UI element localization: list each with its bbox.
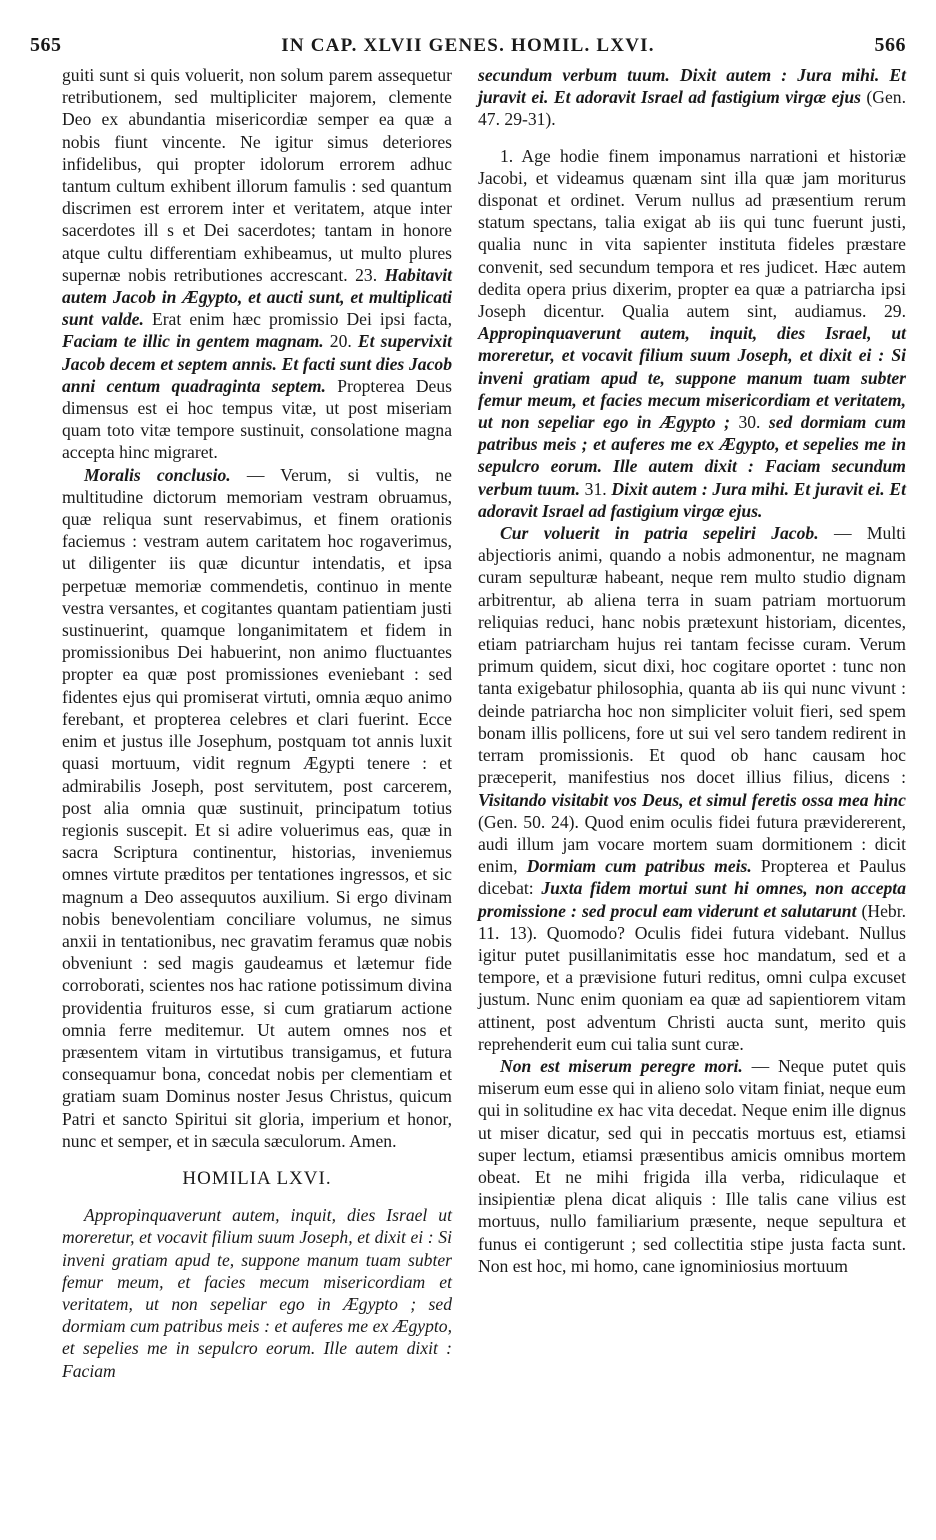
scripture-quote: secundum verbum tuum. Dixit autem : Jura mihi. Et juravit ei. Et adoravit Israel ad fastigium virgæ ejus bbox=[478, 65, 906, 108]
scripture-quote: Visitando visitabit vos Deus, et simul feretis ossa mea hinc bbox=[478, 789, 906, 810]
scripture-quote: Dixit autem : Jura mihi. Et juravit ei. Et adoravit Israel ad fastigium virgæ ejus. bbox=[478, 478, 907, 521]
text-run: Propterea Deus dimensus est ei hoc tempus vitæ, ut post miseriam quam toto vitæ tempore sustinuit, consolatione magna accepta hinc migraret. bbox=[62, 375, 453, 463]
page-number-left: 565 bbox=[30, 34, 62, 56]
spacer bbox=[478, 131, 906, 145]
running-title: IN CAP. XLVII GENES. HOMIL. LXVI. bbox=[281, 35, 655, 56]
text-run: 1. Age hodie finem imponamus narrationi et historiæ Jacobi, et videamus quænam sint illa quæ jam moriturus disponat et ordinet. Verum nullus ad præsentium rerum statum spectans, talia exigat ab iis qui tunc fuerunt justi, qualia nunc in vita sapienter instituta fideles præstare convenit, sed secundum tempora et res judicet. Hæc autem dedita opera prius dixerim, propter ea quæ a patriarcha ipsi Joseph dicentur. Qualia autem sint, audiamus. bbox=[478, 145, 906, 322]
verse-number: 29. bbox=[866, 301, 906, 322]
homily-title: HOMILIA LXVI. bbox=[182, 1167, 332, 1189]
text-run: — Multi abjectioris animi, quando a nobis admonentur, ne magnam curam sepulturæ habeant, neque rem multo studio dignam arbitrentur, ab aliena terra in suam patriam mortuorum reliquias reduci, hanc nobis prætexunt historiam, dicentes, etiam patriarcham hujus rei tantam fecisse curam. Verum primum quidem, sicut dixi, hoc cogitare oportet : tunc non tanta exigebatur philosophia, quanta ab iis qui nunc vivunt : deinde patriarcha hoc non simpliciter voluit fieri, sed spem bonam illis pollicens, fore ut sui vel sero tandem redirent in terram promissionis. Et quod ob hanc causam hoc præceperit, manifestius nos docet illius filius, dicens : bbox=[478, 523, 906, 788]
section-heading: Non est miserum peregre mori. bbox=[500, 1055, 743, 1076]
scripture-quote: Juxta fidem mortui sunt hi omnes, non accepta promissione : sed procul eam viderunt et salutarunt bbox=[478, 878, 906, 921]
text-run: Quomodo? Oculis fidei futura videbant. Nullus igitur putet pusillanimitatis esse hoc mandatum, sed et a tempore, et a prævisione futuri reditus, omni culpa excuset justum. Nunc enim quoniam ea quæ ad sapientiorem vitam attinent, post adventum Christi aucta sunt, merito quis reprehenderit eum cui talia sunt curæ. bbox=[478, 922, 906, 1054]
scripture-quote: Dormiam cum patribus meis. bbox=[526, 856, 752, 877]
text-run: Propterea et Paulus dicebat: bbox=[478, 856, 906, 899]
text-run: — Verum, si vultis, ne multitudine dictorum memoriam vestram obruamus, quæ reliqua sunt reservabimus, et finem orationis faciemus : vestram autem caritatem hoc rogaverimus, ut diligenter iis quæ dicuntur intendatis, et ipsa perpetuæ memoriæ commendetis, continuo in mente vestra versantes, et cogitantes quantam patientiam justi sustinuerint, quamque longanimitatem et fidem in promissionibus Dei habuerint, non animo fluctuantes propter ea quæ post promissiones eveniebant : sed fidentes ejus qui promiserat virtuti, omnia æquo animo ferebant, et propterea celebres et clari fuerint. Ecce enim et justus ille Josephum, postquam tot annis luxit quasi mortuum, vidit regnum Ægypti tenere : et admirabilis Joseph, post servitutem, post carcerem, post alia omnia quæ sustinuit, principatum totius regionis suscepit. Et si adire voluerimus eas, quæ in sacra Scriptura continentur, historias, inveniemus omnes virtute præditos per tentationes ingressos, et sic magnum a Deo assequutos auxilium. Si ergo divinam nobis benevolentiam conciliare volumus, ne simus anxii in tentationibus, nec gravatim feramus quæ nobis obveniunt : sed magis gaudeamus et lætemur fide corroborati, scientes nos hac ratione potissimum divina providentia fruituros esse, si cum gratiarum actione omnia ferre meditemur. Ut autem omnes nos et præsentem vitam in virtutibus transigamus, et futura consequamur bona, concedat nobis per clementiam et gratiam suam Dominus noster Jesus Christus, quicum Patri et sancto Spiritui sit gloria, imperium et honor, nunc et semper, et in sæcula sæculorum. Amen. bbox=[62, 464, 452, 1151]
verse-number: 30. bbox=[730, 412, 769, 433]
running-header bbox=[30, 34, 906, 58]
page-number-right: 566 bbox=[874, 34, 906, 56]
scripture-quote: Et supervixit Jacob decem et septem annis. Et facti sunt dies Jacob anni centum quadraginta septem. bbox=[62, 331, 452, 396]
right-column bbox=[478, 64, 906, 1277]
section-heading: Cur voluerit in patria sepeliri Jacob. bbox=[500, 523, 819, 544]
section-heading: Moralis conclusio. bbox=[84, 464, 231, 485]
left-paragraph-1 bbox=[62, 64, 452, 464]
right-paragraph-3 bbox=[478, 1055, 906, 1277]
right-paragraph-2 bbox=[478, 522, 906, 1055]
text-run: Erat enim hæc promissio Dei ipsi facta, bbox=[143, 309, 452, 330]
left-paragraph-2 bbox=[62, 464, 452, 1152]
scripture-quote: Appropinquaverunt autem, inquit, dies Israel, ut moreretur, et vocavit filium suum Joseph, et dixit ei : Si inveni gratiam apud te, suppone manum tuam subter femur meum, et facies mecum misericordiam et veritatem, ut non sepeliar ego in Ægypto ; bbox=[478, 323, 906, 433]
text-run: — Neque putet quis miserum eum esse qui in alieno solo vitam finiat, neque eum qui in solitudine ex hac vita decedat. Neque enim ille dignus ut miser dicatur, sed qui in peccatis mortuus est, etiamsi super lectum, etiamsi præsentibus amicis omnibus mortem obeat. Et ne mihi frigida illa verba, ridiculaque et insipientiæ plena dicat aliquis : Ille talis cane vilius est mortuus, nullo familiarium præsente, neque sepultura et funus ei contigerunt ; sed collectitia stipe justa facta sunt. Non est hoc, mi homo, cane ignominiosius mortuum bbox=[478, 1055, 906, 1276]
verse-reference: (Hebr. 11. 13). bbox=[478, 900, 906, 943]
verse-number: 20. bbox=[323, 331, 358, 352]
verse-reference: (Gen. 47. 29-31). bbox=[478, 87, 907, 130]
verse-number: 31. bbox=[579, 478, 612, 499]
verse-continuation bbox=[478, 64, 906, 131]
scripture-quote: Faciam te illic in gentem magnam. bbox=[62, 331, 324, 352]
verse-reference: (Gen. 50. 24). bbox=[478, 811, 585, 832]
left-column bbox=[62, 64, 452, 1382]
text-run: Quod enim oculis fidei futura prævidererent, audi illum jam vocare mortem suam dormitionem : dicit enim, bbox=[478, 811, 906, 877]
homily-verse: Appropinquaverunt autem, inquit, dies Israel ut moreretur, et vocavit filium suum Joseph, et dixit ei : Si inveni gratiam apud te, suppone manum tuam subter femur meum, et facies mecum misericordiam et veritatem, ut non sepeliar ego in Ægypto ; sed dormiam cum patribus meis : et auferes me ex Ægypto, et sepelies me in sepulcro eorum. Ille autem dixit : Faciam bbox=[62, 1205, 452, 1381]
scripture-quote: Habitavit autem Jacob in Ægypto, et aucti sunt, et multiplicati sunt valde. bbox=[62, 264, 452, 330]
verse-number: 23. bbox=[347, 264, 385, 285]
text-run: guiti sunt si quis voluerit, non solum parem assequetur retributionem, sed multipliciter majorem, clemente Deo ex abundantia misericordiæ semper ea quæ a nobis fiunt vincente. Ne igitur simus deteriores infidelibus, qui propter idolorum errorem adhuc tantum cultum exhibent illorum famulis : sed quantum discrimen est errorem inter et veritatem, atque inter sacerdotes ill s et Dei sacerdotes; tantam in honore atque cultu differentiam exhibeamus, ut multo plures supernæ nobis retributiones accrescant. bbox=[62, 65, 452, 285]
right-paragraph-1 bbox=[478, 145, 906, 522]
scripture-quote: sed dormiam cum patribus meis ; et auferes me ex Ægypto, et sepelies me in sepulcro eorum. Ille autem dixit : Faciam secundum verbum tuum. bbox=[478, 412, 906, 499]
